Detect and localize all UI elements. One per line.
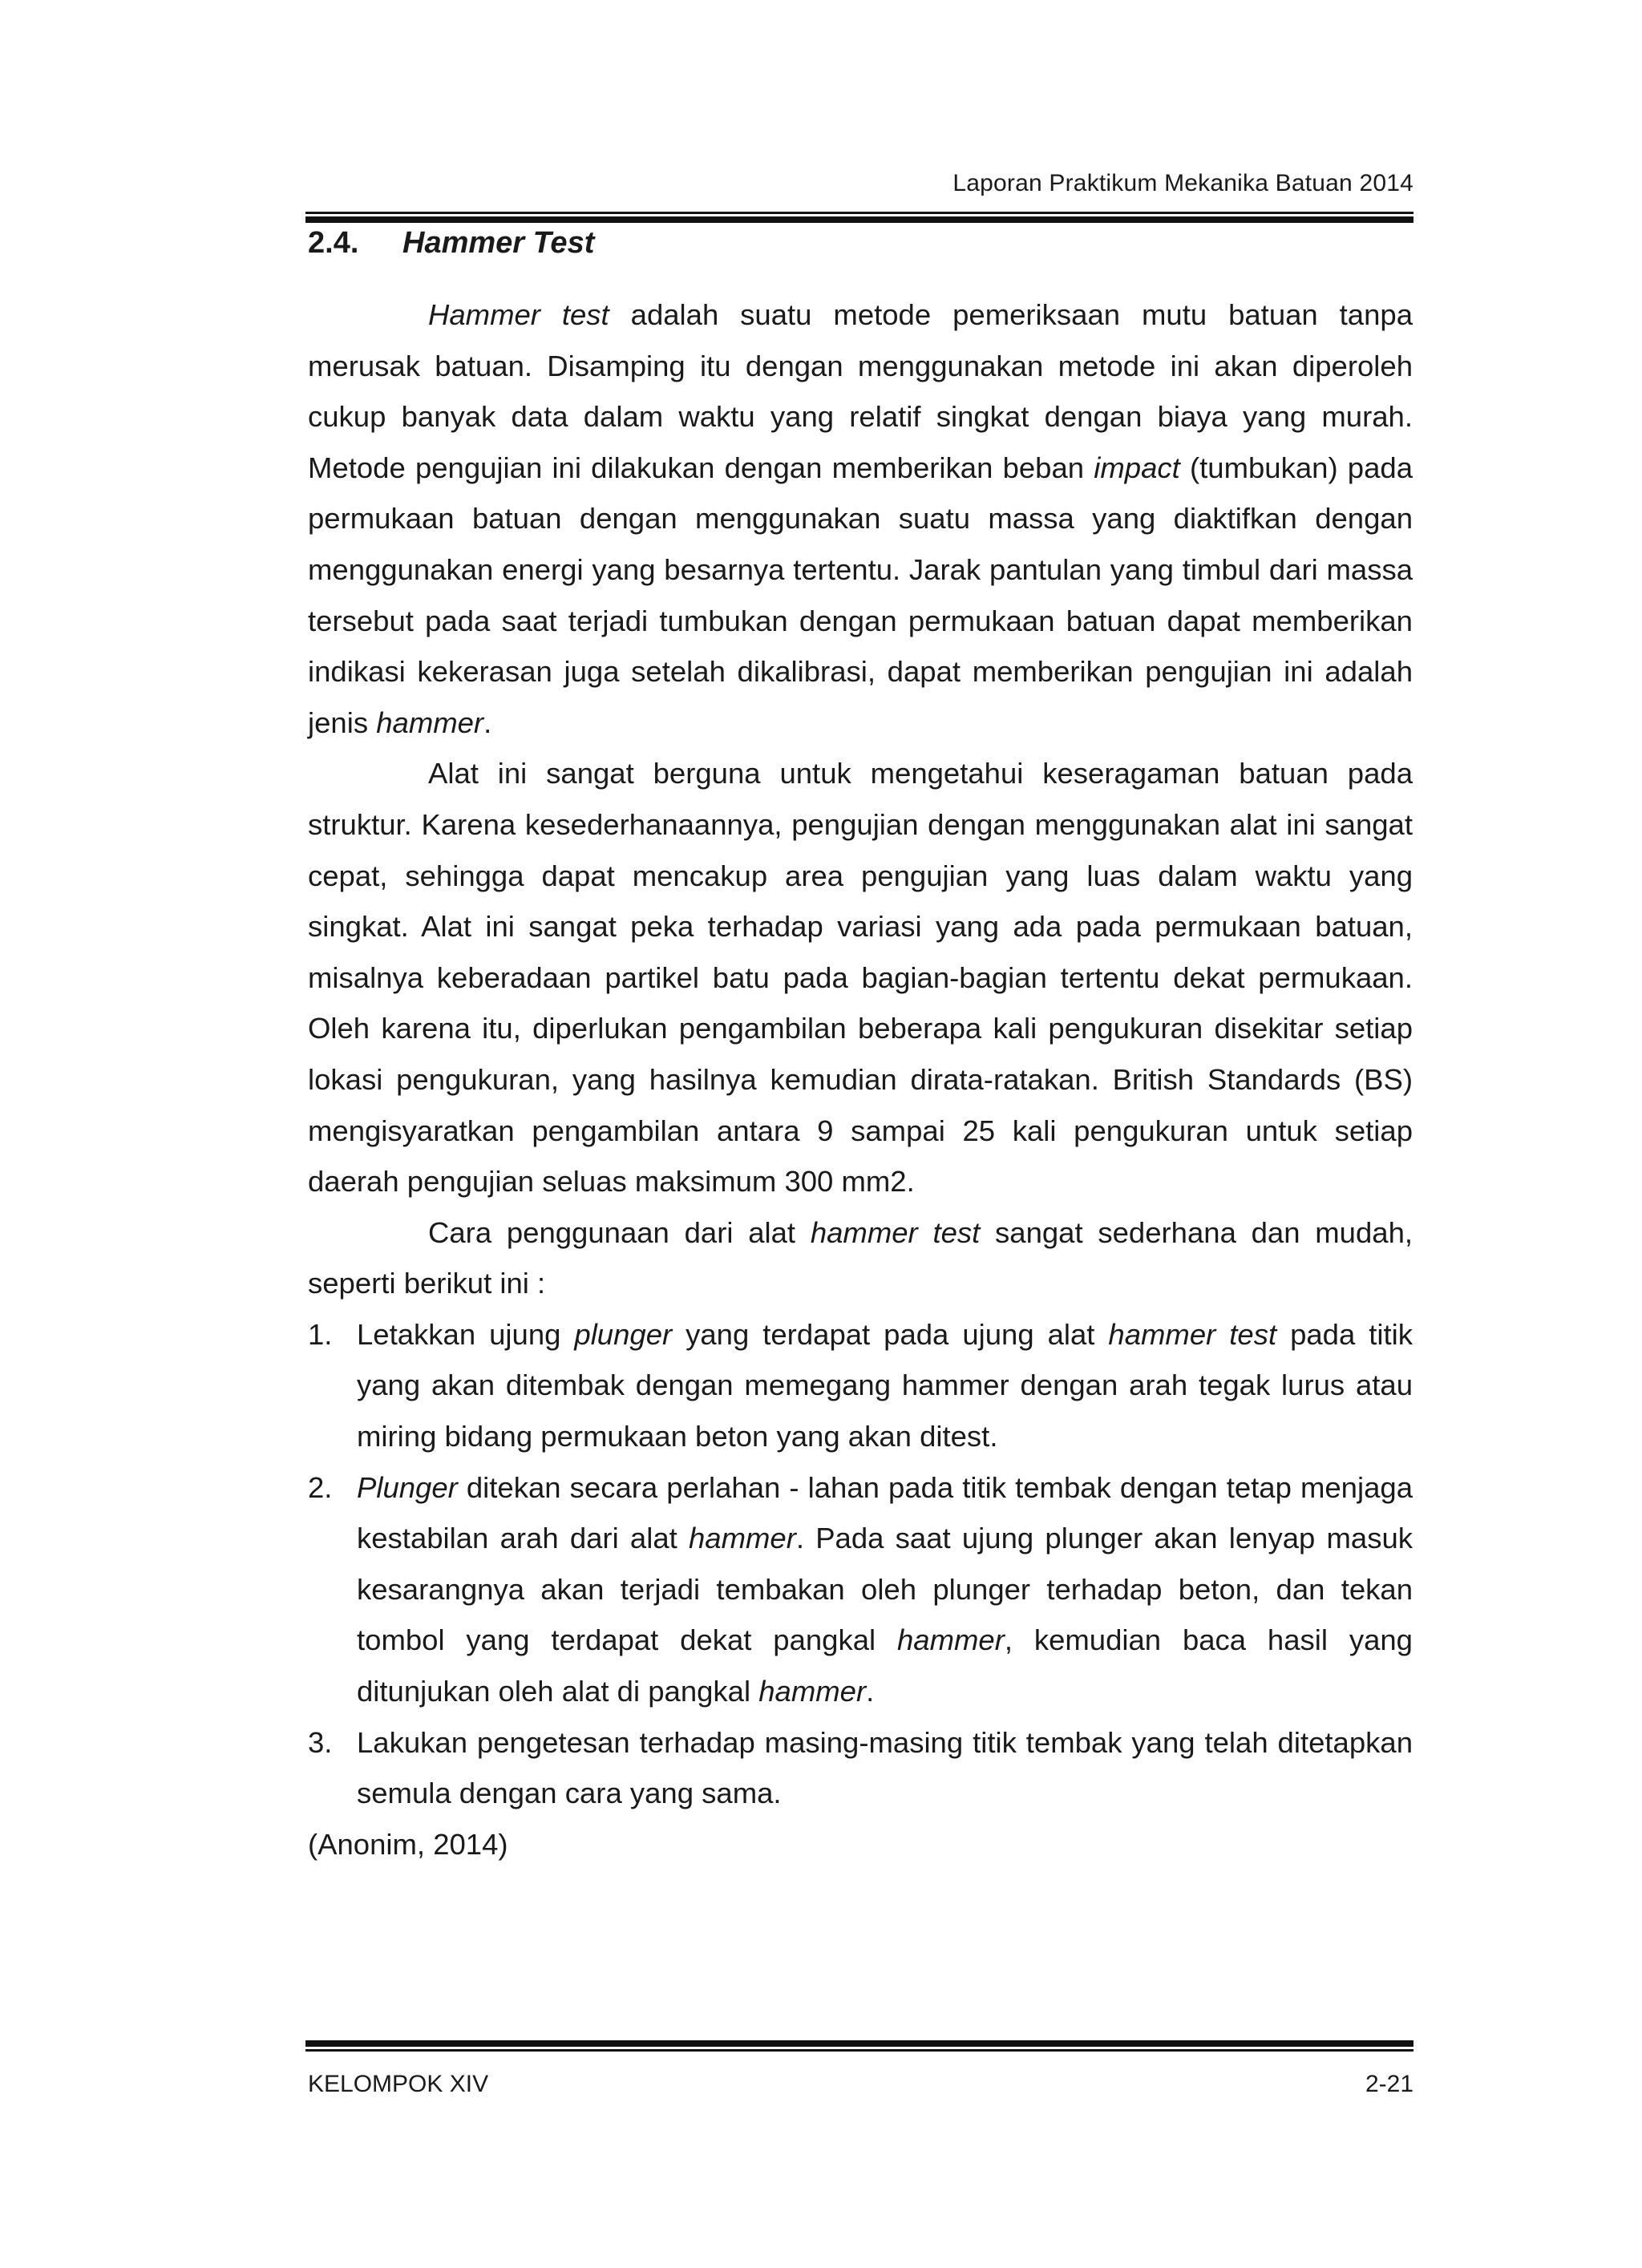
list-text: Lakukan pengetesan terhadap masing-masing titik tembak yang telah ditetapkan semula dengan cara yang sama. <box>357 1725 1413 1810</box>
paragraph-tool-usefulness: Alat ini sangat berguna untuk mengetahui keseragaman batuan pada struktur. Karena kesederhanaannya, pengujian dengan menggunakan alat ini sangat cepat, sehingga dapat mencakup area pengujian yang luas dalam waktu yang singkat. Alat ini sangat peka terhadap variasi yang ada pada permukaan batuan, misalnya keberadaan partikel batu pada bagian-bagian tertentu dekat permukaan. Oleh karena itu, diperlukan pengambilan beberapa kali pengukuran disekitar setiap lokasi pengukuran, yang hasilnya kemudian dirata-ratakan. British Standards (BS) mengisyaratkan pengambilan antara 9 sampai 25 kali pengukuran untuk setiap daerah pengujian seluas maksimum 300 mm2. <box>308 757 1413 1199</box>
italic-term: hammer <box>688 1522 796 1555</box>
list-text: yang terdapat pada ujung alat <box>672 1317 1109 1351</box>
list-text: pada titik yang akan ditembak dengan memegang hammer dengan arah tegak lurus atau miring bidang permukaan beton yang akan ditest. <box>357 1317 1413 1453</box>
paragraph-usage-intro <box>308 1207 1413 1309</box>
header-rule-thin <box>305 212 1413 214</box>
footer-group-name: KELOMPOK XIV <box>308 2071 489 2097</box>
list-item <box>308 1462 1413 1717</box>
header-rule <box>305 212 1413 223</box>
list-text: Letakkan ujung <box>357 1317 575 1351</box>
section-title: Hammer Test <box>402 226 595 260</box>
section-number: 2.4. <box>308 226 359 260</box>
footer-rule-thick <box>305 2040 1413 2047</box>
list-marker: 3. <box>308 1725 333 1759</box>
italic-term: hammer <box>376 705 484 739</box>
italic-term: hammer <box>896 1623 1005 1657</box>
list-text: , kemudian baca hasil yang ditunjukan oleh alat di pangkal <box>357 1623 1413 1708</box>
italic-term: Plunger <box>357 1470 458 1504</box>
footer-rule-thin <box>305 2049 1413 2052</box>
paragraph-text: . <box>483 705 492 739</box>
page-number: 2-21 <box>1365 2071 1413 2097</box>
italic-term: impact <box>1094 451 1180 484</box>
paragraph-text: sangat sederhana dan mudah, seperti berikut ini : <box>308 1215 1413 1300</box>
running-header: Laporan Praktikum Mekanika Batuan 2014 <box>952 170 1413 196</box>
italic-term: hammer test <box>810 1215 981 1249</box>
list-text: . <box>866 1675 875 1708</box>
paragraph-text: (tumbukan) pada permukaan batuan dengan menggunakan suatu massa yang diaktifkan dengan menggunakan energi yang besarnya tertentu. Jarak pantulan yang timbul dari massa tersebut pada saat terjadi tumbukan dengan permukaan batuan dapat memberikan indikasi kekerasan juga setelah dikalibrasi, dapat memberikan pengujian ini adalah jenis <box>308 451 1413 739</box>
header-rule-thick <box>305 216 1413 223</box>
italic-term: Hammer test <box>428 298 609 331</box>
footer-rule <box>305 2040 1413 2052</box>
paragraph-text: adalah suatu metode pemeriksaan mutu batuan tanpa merusak batuan. Disamping itu dengan menggunakan metode ini akan diperoleh cukup banyak data dalam waktu yang relatif singkat dengan biaya yang murah. Metode pengujian ini dilakukan dengan memberikan beban <box>308 298 1413 484</box>
list-item <box>308 1717 1413 1819</box>
list-marker: 1. <box>308 1317 333 1351</box>
list-marker: 2. <box>308 1470 333 1504</box>
section-heading <box>308 226 594 261</box>
list-item <box>308 1309 1413 1462</box>
paragraph-hammer-test-definition <box>308 289 1413 748</box>
italic-term: hammer <box>758 1675 867 1708</box>
italic-term: plunger <box>574 1317 673 1351</box>
list-text: . Pada saat ujung plunger akan lenyap masuk kesarangnya akan terjadi tembakan oleh plunger terhadap beton, dan tekan tombol yang terdapat dekat pangkal <box>357 1522 1413 1657</box>
body-content <box>308 289 1413 1870</box>
usage-steps-list <box>308 1309 1413 1819</box>
list-text: ditekan secara perlahan - lahan pada titik tembak dengan tetap menjaga kestabilan arah dari alat <box>357 1470 1413 1555</box>
paragraph-text: Cara penggunaan dari alat <box>428 1215 811 1249</box>
citation: (Anonim, 2014) <box>308 1827 508 1861</box>
italic-term: hammer test <box>1108 1317 1277 1351</box>
